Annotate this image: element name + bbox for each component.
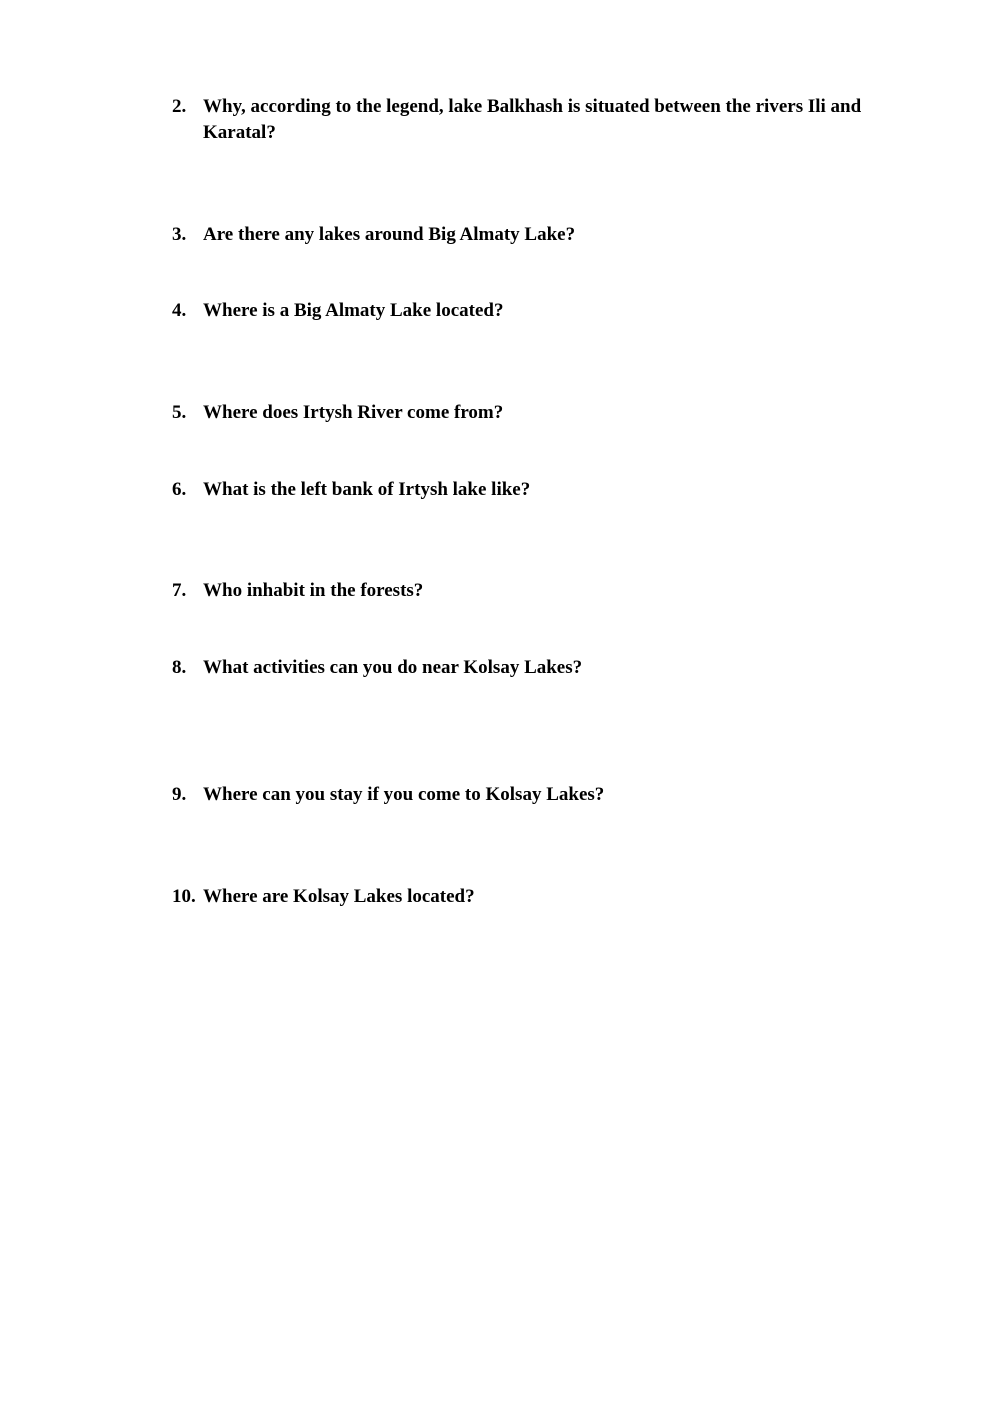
question-text: What is the left bank of Irtysh lake like? [203,479,531,500]
question-number: 2. [172,96,187,117]
question-2 [172,94,912,146]
question-3 [172,222,912,248]
question-number: 3. [172,224,187,245]
question-text: What activities can you do near Kolsay Lakes? [203,657,583,678]
question-number: 6. [172,479,187,500]
question-text: Where are Kolsay Lakes located? [203,886,475,907]
question-number: 4. [172,300,187,321]
question-number: 9. [172,784,187,805]
question-8 [172,655,912,681]
question-text: Where does Irtysh River come from? [203,402,504,423]
question-text: Who inhabit in the forests? [203,580,424,601]
question-number: 7. [172,580,187,601]
question-text: Where is a Big Almaty Lake located? [203,300,504,321]
question-text: Where can you stay if you come to Kolsay Lakes? [203,784,605,805]
question-9 [172,782,912,808]
question-number: 8. [172,657,187,678]
question-10 [172,884,912,910]
question-number: 10. [172,886,196,907]
question-number: 5. [172,402,187,423]
question-text: Why, according to the legend, lake Balkhash is situated between the rivers Ili and Karatal? [203,96,862,143]
question-text: Are there any lakes around Big Almaty Lake? [203,224,576,245]
question-4 [172,298,912,324]
question-6 [172,477,912,503]
question-5 [172,400,912,426]
question-7 [172,578,912,604]
